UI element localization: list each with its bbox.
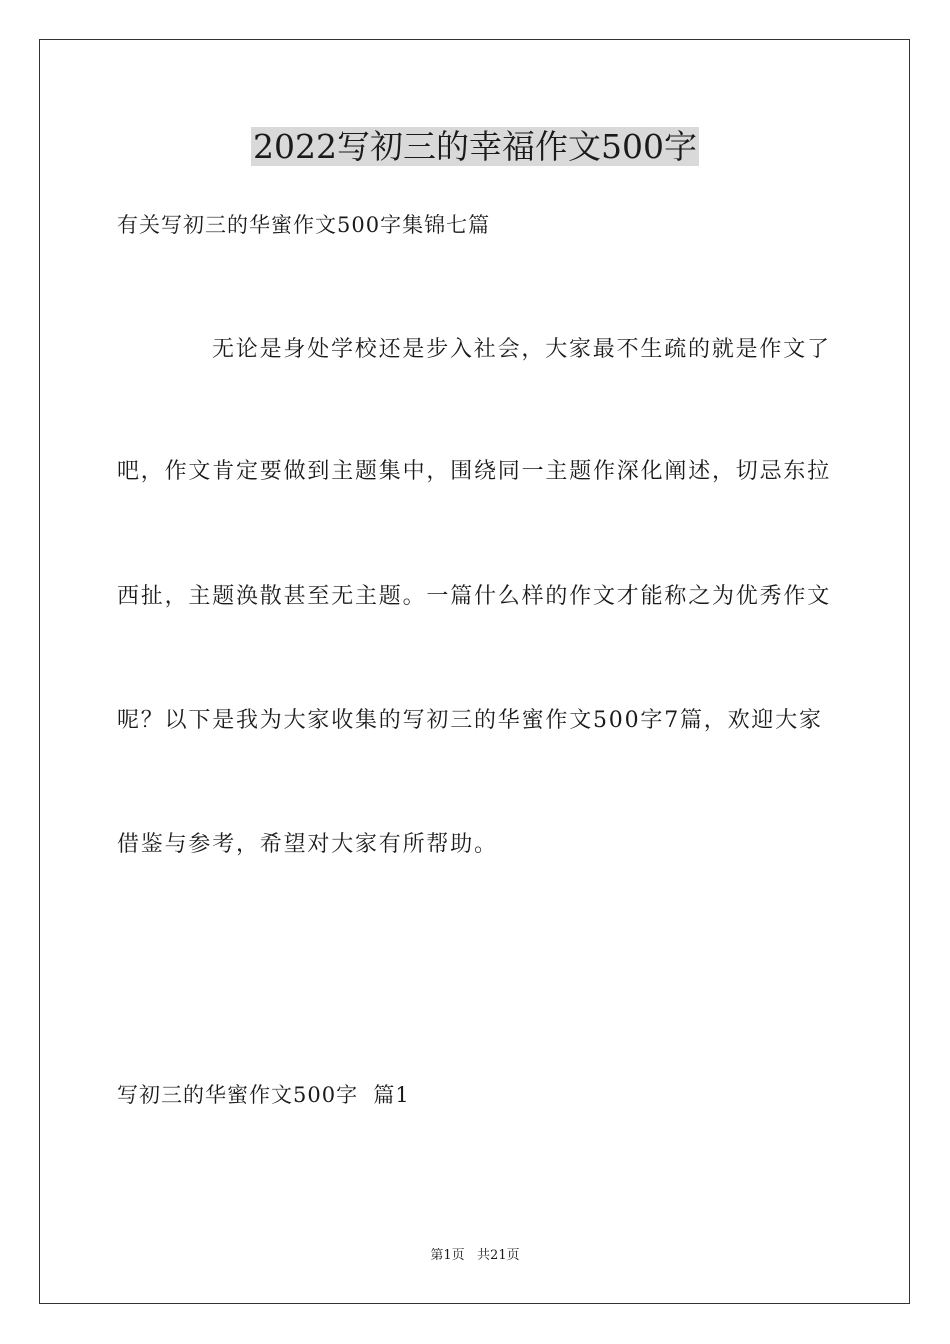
section-heading: 写初三的华蜜作文500字 篇1 (117, 1083, 410, 1107)
intro-line-1: 无论是身处学校还是步入社会，大家最不生疏的就是作文了 (212, 337, 831, 362)
document-subtitle: 有关写初三的华蜜作文500字集锦七篇 (117, 213, 491, 237)
intro-line-2: 吧，作文肯定要做到主题集中，围绕同一主题作深化阐述，切忌东拉 (117, 459, 832, 484)
intro-line-5: 借鉴与参考，希望对大家有所帮助。 (117, 832, 498, 857)
intro-line-3: 西扯，主题涣散甚至无主题。一篇什么样的作文才能称之为优秀作文 (117, 584, 832, 609)
document-title-text: 2022写初三的幸福作文500字 (253, 127, 697, 166)
document-title (0, 125, 950, 169)
intro-line-4: 呢？以下是我为大家收集的写初三的华蜜作文500字7篇，欢迎大家 (117, 708, 823, 733)
page-footer: 第1页 共21页 (430, 1248, 520, 1263)
